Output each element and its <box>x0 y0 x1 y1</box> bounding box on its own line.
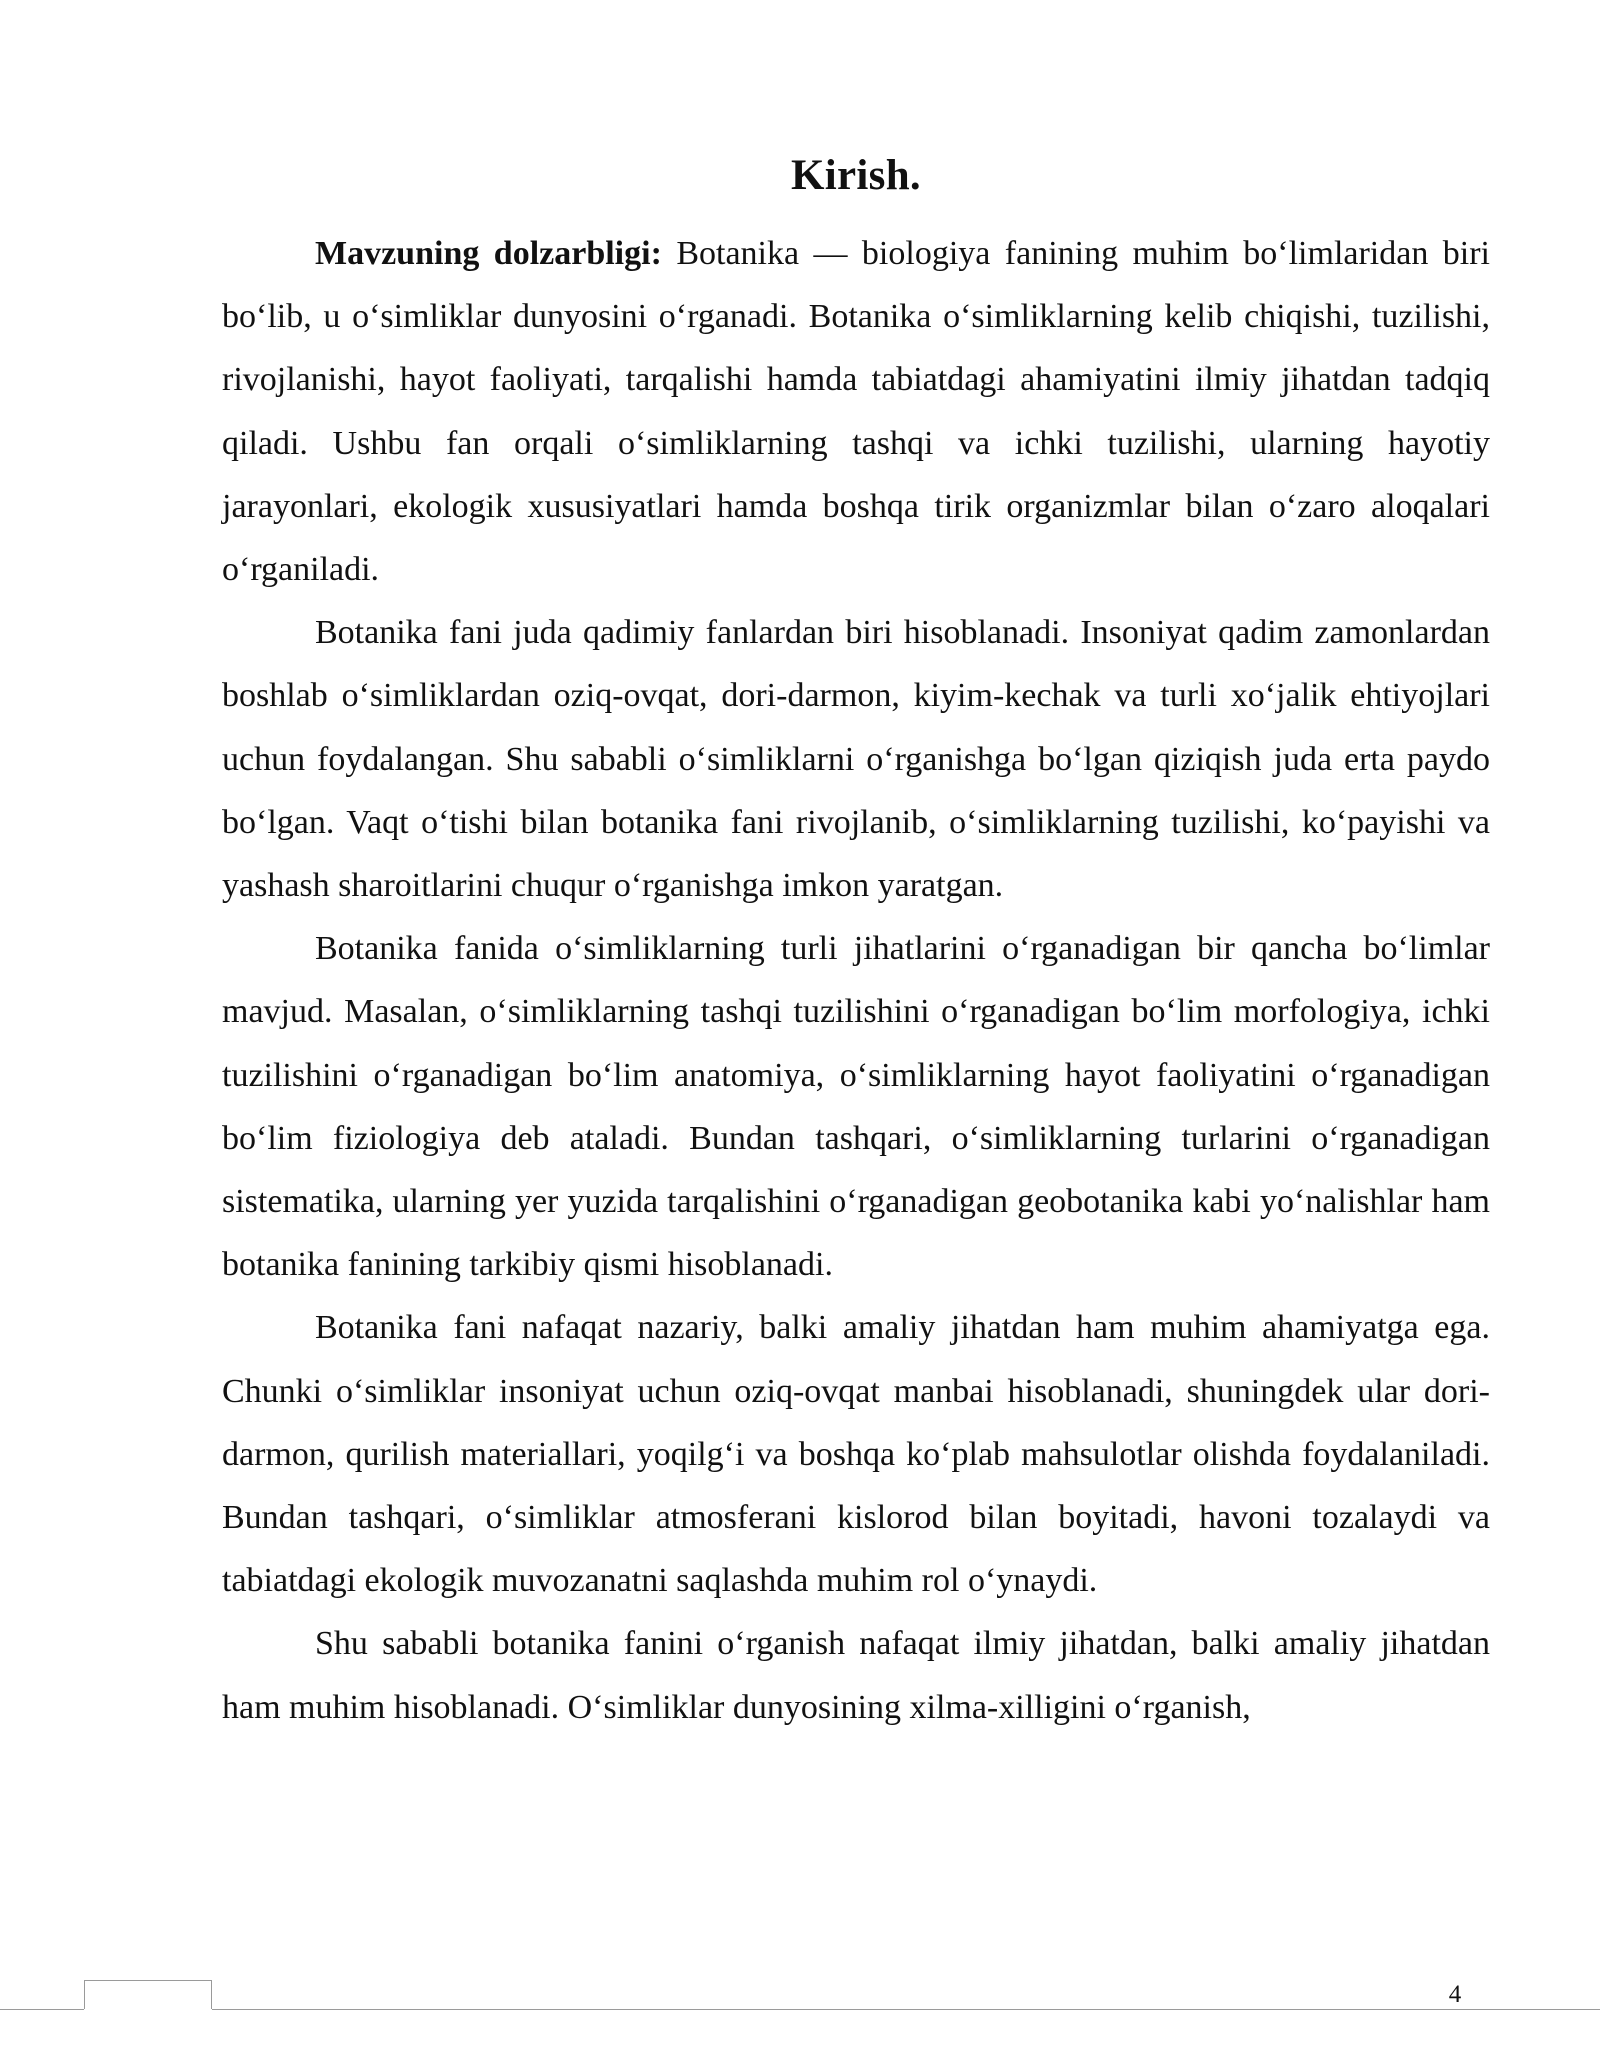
paragraph-3: Botanika fanida o‘simliklarning turli jihatlarini o‘rganadigan bir qancha bo‘limlar mavjud. Masalan, o‘simliklarning tashqi tuzilishini o‘rganadigan bo‘lim morfologiya, ichki tuzilishini o‘rganadigan bo‘lim anatomiya, o‘simliklarning hayot faoliyatini o‘rganadigan bo‘lim fiziologiya deb ataladi. Bundan tashqari, o‘simliklarning turlarini o‘rganadigan sistematika, ularning yer yuzida tarqalishini o‘rganadigan geobotanika kabi yo‘nalishlar ham botanika fanining tarkibiy qismi hisoblanadi. <box>222 930 1490 1284</box>
page-number: 4 <box>1448 1981 1462 2008</box>
footer-rule-left <box>0 2009 84 2010</box>
footer-tab-box <box>84 1980 212 2009</box>
footer-rule-right <box>212 2009 1600 2010</box>
paragraph-text: Botanika — biologiya fanining muhim bo‘limlaridan biri bo‘lib, u o‘simliklar dunyosini o‘rganadi. Botanika o‘simliklarning kelib chiqishi, tuzilishi, rivojlanishi, hayot faoliyati, tarqalishi hamda tabiatdagi ahamiyatini ilmiy jihatdan tadqiq qiladi. Ushbu fan orqali o‘simliklarning tashqi va ichki tuzilishi, ularning hayotiy jarayonlari, ekologik xususiyatlari hamda boshqa tirik organizmlar bilan o‘zaro aloqalari o‘rganiladi. <box>222 235 1490 589</box>
paragraph-4: Botanika fani nafaqat nazariy, balki amaliy jihatdan ham muhim ahamiyatga ega. Chunki o‘simliklar insoniyat uchun oziq-ovqat manbai hisoblanadi, shuningdek ular dori-darmon, qurilish materiallari, yoqilg‘i va boshqa ko‘plab mahsulotlar olishda foydalaniladi. Bundan tashqari, o‘simliklar atmosferani kislorod bilan boyitadi, havoni tozalaydi va tabiatdagi ekologik muvozanatni saqlashda muhim rol o‘ynaydi. <box>222 1309 1490 1600</box>
paragraph-5: Shu sababli botanika fanini o‘rganish nafaqat ilmiy jihatdan, balki amaliy jihatdan ham muhim hisoblanadi. O‘simliklar dunyosining xilma-xilligini o‘rganish, <box>222 1625 1490 1726</box>
paragraph-1 <box>222 222 1490 601</box>
document-body <box>222 222 1490 1739</box>
paragraph-2: Botanika fani juda qadimiy fanlardan biri hisoblanadi. Insoniyat qadim zamonlardan boshlab o‘simliklardan oziq-ovqat, dori-darmon, kiyim-kechak va turli xo‘jalik ehtiyojlari uchun foydalangan. Shu sababli o‘simliklarni o‘rganishga bo‘lgan qiziqish juda erta paydo bo‘lgan. Vaqt o‘tishi bilan botanika fani rivojlanib, o‘simliklarning tuzilishi, ko‘payishi va yashash sharoitlarini chuqur o‘rganishga imkon yaratgan. <box>222 614 1490 905</box>
page-title: Kirish. <box>791 152 921 199</box>
paragraph-lead: Mavzuning dolzarbligi: <box>315 235 662 272</box>
